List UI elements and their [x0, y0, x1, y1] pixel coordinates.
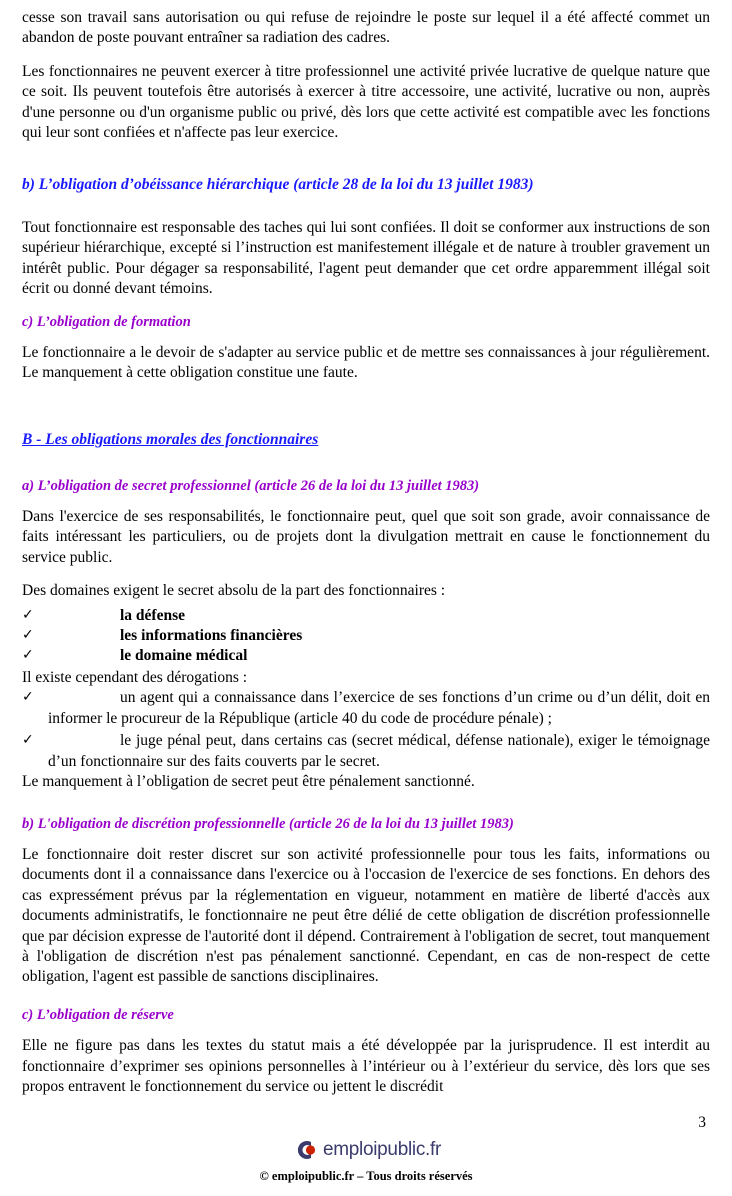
heading-section-B: B - Les obligations morales des fonctionnaires — [22, 430, 319, 448]
check-icon: ✓ — [22, 606, 34, 623]
heading-obligation-discretion: b) L'obligation de discrétion professionnelle (article 26 de la loi du 13 juillet 1983) — [22, 815, 514, 832]
heading-obligation-reserve: c) L’obligation de réserve — [22, 1006, 174, 1023]
footer-logo — [0, 1137, 732, 1163]
check-icon: ✓ — [22, 646, 34, 663]
list-domaines-secret — [22, 606, 710, 666]
list-item — [22, 606, 710, 626]
paragraph-obeissance-body: Tout fonctionnaire est responsable des taches qui lui sont confiées. Il doit se conformer aux instructions de son supérieur hiérarchique, excepté si l’instruction est manifestement illégale et de nature à troubler gravement un intérêt public. Pour dégager sa responsabilité, l'agent peut demander que cet ordre apparemment illégal soit écrit ou donné devant témoins. — [22, 218, 710, 298]
list-item — [22, 626, 710, 646]
paragraph-secret-body: Dans l'exercice de ses responsabilités, le fonctionnaire peut, quel que soit son grade, avoir connaissance de faits intéressant les particuliers, ou de projets dont la divulgation mettrait en cause le fonctionnement du service public. — [22, 507, 710, 566]
heading-section-B-wrap — [22, 415, 710, 463]
heading-obligation-obeissance-wrap — [22, 160, 710, 208]
check-icon: ✓ — [22, 732, 34, 749]
list-item — [22, 646, 710, 666]
list-item-derogation-1 — [22, 688, 710, 729]
list-item-label: le domaine médical — [120, 646, 248, 664]
derogation-text: le juge pénal peut, dans certains cas (secret médical, défense nationale), exiger le témoignage d’un fonctionnaire sur des faits couverts par le secret. — [48, 732, 710, 770]
footer-logo-text: emploipublic.fr — [323, 1139, 441, 1160]
paragraph-manquement-secret: Le manquement à l’obligation de secret peut être pénalement sanctionné. — [22, 773, 475, 791]
paragraph-domaines-intro: Des domaines exigent le secret absolu de la part des fonctionnaires : — [22, 582, 446, 600]
page-footer — [0, 1137, 732, 1184]
paragraph-abandon-de-poste: cesse son travail sans autorisation ou qui refuse de rejoindre le poste sur lequel il a été affecté commet un abandon de poste pouvant entraîner sa radiation des cadres. — [22, 9, 710, 47]
check-icon: ✓ — [22, 689, 34, 706]
list-item-label: les informations financières — [120, 626, 303, 644]
paragraph-formation-body: Le fonctionnaire a le devoir de s'adapter au service public et de mettre ses connaissances à jour régulièrement. Le manquement à cette obligation constitue une faute. — [22, 343, 710, 382]
heading-obligation-secret: a) L’obligation de secret professionnel (article 26 de la loi du 13 juillet 1983) — [22, 477, 480, 494]
emploipublic-logo-icon — [291, 1137, 317, 1163]
list-item-derogation-2 — [22, 731, 710, 772]
footer-copyright: © emploipublic.fr – Tous droits réservés — [259, 1169, 473, 1183]
heading-obligation-obeissance: b) L’obligation d’obéissance hiérarchique (article 28 de la loi du 13 juillet 1983) — [22, 175, 534, 193]
paragraph-activite-privee: Les fonctionnaires ne peuvent exercer à titre professionnel une activité privée lucrative de quelque nature que ce soit. Ils peuvent toutefois être autorisés à exercer à titre accessoire, une activité, lucrative ou non, auprès d'une personne ou d'un organisme public ou privé, dès lors que cette activité est compatible avec les fonctions qui leur sont confiées et n'affecte pas leur exercice. — [22, 62, 710, 142]
paragraph-reserve-body: Elle ne figure pas dans les textes du statut mais a été développée par la jurisprudence. Il est interdit au fonctionnaire d’exprimer ses opinions personnelles à l’intérieur ou à l’extérieur du service, dès lors que ses propos entravent le fonctionnement du service ou jettent le discrédit — [22, 1037, 710, 1095]
paragraph-derogations-intro: Il existe cependant des dérogations : — [22, 668, 248, 686]
list-item-label: la défense — [120, 606, 186, 624]
derogation-text: un agent qui a connaissance dans l’exercice de ses fonctions d’un crime ou d’un délit, doit en informer le procureur de la République (article 40 du code de procédure pénale) ; — [48, 689, 710, 727]
heading-obligation-formation: c) L’obligation de formation — [22, 313, 191, 330]
paragraph-discretion-body: Le fonctionnaire doit rester discret sur son activité professionnelle pour tous les faits, informations ou documents dont il a connaissance dans l'exercice ou à l'occasion de l'exercice de ses fonctions. En dehors des cas expressément prévus par la réglementation en vigueur, notamment en matière de liberté d'accès aux documents administratifs, le fonctionnaire ne peut être délié de cette obligation de discrétion professionnelle que par décision expresse de l'autorité dont il dépend. Contrairement à l'obligation de secret, tout manquement à l'obligation de discrétion n'est pas pénalement sanctionné. Cependant, en cas de non-respect de cette obligation, l'agent est passible de sanctions disciplinaires. — [22, 845, 710, 986]
page-number: 3 — [698, 1114, 706, 1131]
check-icon: ✓ — [22, 626, 34, 643]
